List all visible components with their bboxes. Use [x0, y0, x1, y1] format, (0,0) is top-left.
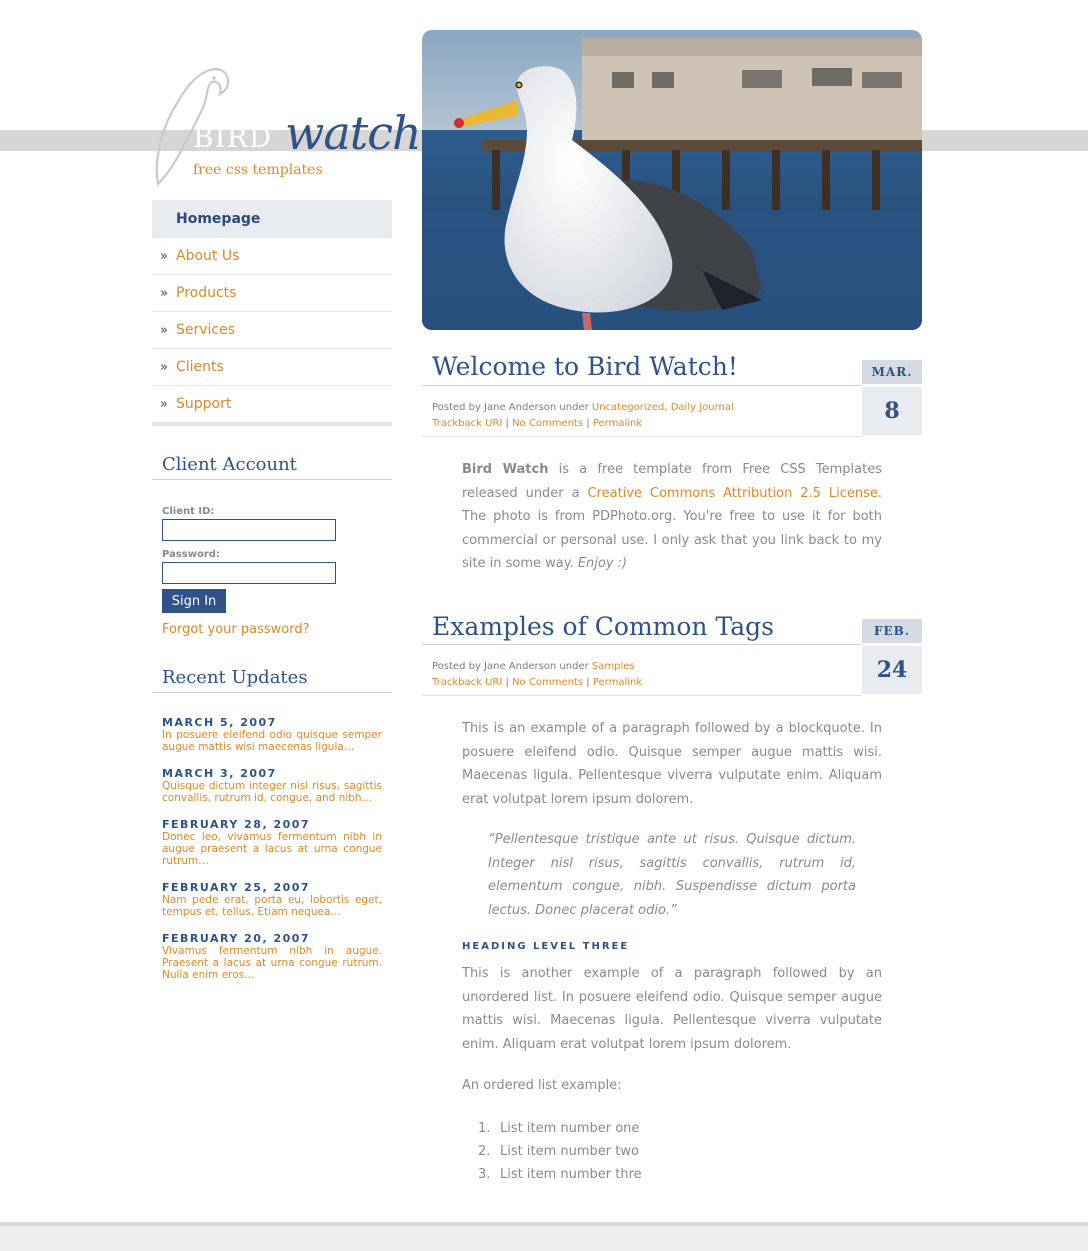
list-item: [478, 1163, 642, 1186]
recent-updates-heading: Recent Updates: [152, 667, 392, 693]
logo-watch-word: watch: [285, 106, 421, 160]
divider: [422, 695, 862, 696]
post-body-italic: Enjoy :): [577, 556, 628, 571]
update-date: MARCH 3, 2007: [162, 767, 277, 780]
trackback-link[interactable]: Trackback URI: [432, 677, 503, 688]
list-item: [162, 932, 382, 981]
forgot-password-link[interactable]: Forgot your password?: [162, 622, 310, 637]
list-text: List item number thre: [500, 1167, 642, 1182]
menu-item-services[interactable]: [152, 312, 392, 349]
menu-item-label: Services: [176, 322, 236, 338]
recent-updates-list: [162, 716, 382, 995]
post-date-month: FEB.: [862, 619, 922, 643]
post-categories-link[interactable]: Samples: [591, 661, 635, 672]
logo-tagline: free css templates: [193, 162, 323, 178]
update-link[interactable]: In posuere eleifend odio quisque semper augue mattis wisi maecenas ligula…: [162, 729, 382, 753]
menu-bullet-icon: »: [160, 396, 168, 412]
post-author: Posted by Jane Anderson under: [432, 402, 592, 413]
post-date-month: MAR.: [862, 360, 922, 384]
menu-item-products[interactable]: [152, 275, 392, 312]
menu-item-support[interactable]: [152, 386, 392, 422]
list-text: List item number two: [500, 1144, 639, 1159]
post-meta: [432, 659, 642, 691]
seagull-photo-image: [422, 30, 922, 330]
menu-bullet-icon: »: [160, 248, 168, 264]
menu-item-label: Products: [176, 285, 237, 301]
permalink-link[interactable]: Permalink: [592, 677, 643, 688]
main-menu: [152, 200, 392, 426]
list-number: 2.: [478, 1144, 491, 1159]
divider: [422, 644, 862, 645]
list-text: List item number one: [500, 1121, 640, 1136]
list-item: [162, 818, 382, 867]
post-title[interactable]: Examples of Common Tags: [432, 612, 774, 641]
post-paragraph: This is another example of a paragraph followed by an unordered list. In posuere eleifend odio. Quisque semper augue mattis wisi. Maecenas ligula. Pellentesque viverra vulputate enim. Aliquam erat volutpat lorem ipsum dolorem.: [462, 966, 882, 1052]
menu-item-label: About Us: [176, 248, 240, 264]
meta-separator: |: [505, 418, 509, 429]
list-item: [162, 767, 382, 804]
client-account-heading: Client Account: [152, 454, 392, 480]
trackback-link[interactable]: Trackback URI: [432, 418, 503, 429]
sign-in-button[interactable]: Sign In: [162, 589, 226, 613]
license-link[interactable]: Creative Commons Attribution 2.5 License: [587, 485, 878, 501]
divider: [422, 385, 862, 386]
post-body: [462, 458, 882, 576]
list-number: 1.: [478, 1121, 491, 1136]
post-body-text: . The photo is from PDPhoto.org. You're free to use it for both commercial or personal use. I only ask that you link back to my site in some way.: [462, 485, 883, 571]
meta-separator: |: [586, 677, 590, 688]
client-id-label: Client ID:: [162, 506, 215, 517]
post-body-bold: Bird Watch: [462, 462, 549, 477]
menu-bullet-icon: »: [160, 322, 168, 338]
menu-item-label: Clients: [176, 359, 224, 375]
heading-level-three: HEADING LEVEL THREE: [462, 941, 630, 952]
post-title[interactable]: Welcome to Bird Watch!: [432, 352, 738, 381]
header-photo: [422, 30, 922, 330]
password-field[interactable]: [162, 562, 336, 584]
menu-item-clients[interactable]: [152, 349, 392, 386]
update-link[interactable]: Donec leo, vivamus fermentum nibh in augue praesent a lacus at urna congue rutrum…: [162, 831, 382, 867]
post-paragraph: This is an example of a paragraph followed by a blockquote. In posuere eleifend odio. Quisque semper augue mattis wisi. Maecenas ligula. Pellentesque viverra vulputate enim. Aliquam erat volutpat lorem ipsum dolorem.: [462, 721, 882, 807]
update-link[interactable]: Quisque dictum integer nisl risus, sagittis convallis, rutrum id, congue, and nibh…: [162, 780, 382, 804]
post-date-day: 8: [862, 387, 922, 435]
blockquote: “Pellentesque tristique ante ut risus. Quisque dictum. Integer nisl risus, sagittis convallis, rutrum id, elementum congue, nibh. Suspendisse dictum porta lectus. Donec placerat odio.”: [488, 832, 856, 918]
meta-separator: |: [586, 418, 590, 429]
post-author: Posted by Jane Anderson under: [432, 661, 592, 672]
list-item: [478, 1117, 642, 1140]
update-date: MARCH 5, 2007: [162, 716, 277, 729]
update-link[interactable]: Nam pede erat, porta eu, lobortis eget, tempus et, tellus. Etiam nequea…: [162, 894, 382, 918]
update-date: FEBRUARY 28, 2007: [162, 818, 311, 831]
comments-link[interactable]: No Comments: [512, 418, 584, 429]
update-date: FEBRUARY 20, 2007: [162, 932, 311, 945]
menu-item-label: Homepage: [176, 211, 261, 227]
post-date-day: 24: [862, 646, 922, 694]
update-date: FEBRUARY 25, 2007: [162, 881, 311, 894]
meta-separator: |: [505, 677, 509, 688]
list-number: 3.: [478, 1167, 491, 1182]
divider: [422, 436, 862, 437]
post-body-text: is a free template from Free CSS Templates released under a: [462, 462, 882, 501]
menu-item-label: Support: [176, 396, 232, 412]
comments-link[interactable]: No Comments: [512, 677, 584, 688]
post-paragraph: An ordered list example:: [462, 1078, 622, 1093]
client-id-field[interactable]: [162, 519, 336, 541]
logo-bird-word: BIRD: [193, 121, 273, 154]
list-item: [162, 716, 382, 753]
menu-bullet-icon: »: [160, 285, 168, 301]
ordered-list: [478, 1117, 642, 1186]
menu-bullet-icon: »: [160, 359, 168, 375]
post-categories-link[interactable]: Uncategorized, Daily Journal: [591, 402, 734, 413]
menu-item-homepage[interactable]: [152, 200, 392, 238]
permalink-link[interactable]: Permalink: [592, 418, 643, 429]
update-link[interactable]: Vivamus fermentum nibh in augue. Praesent a lacus at urna congue rutrum. Nulla enim eros…: [162, 945, 382, 981]
password-label: Password:: [162, 549, 220, 560]
post-meta: [432, 400, 734, 432]
list-item: [478, 1140, 642, 1163]
menu-item-about-us[interactable]: [152, 238, 392, 275]
footer: [0, 1222, 1088, 1251]
list-item: [162, 881, 382, 918]
